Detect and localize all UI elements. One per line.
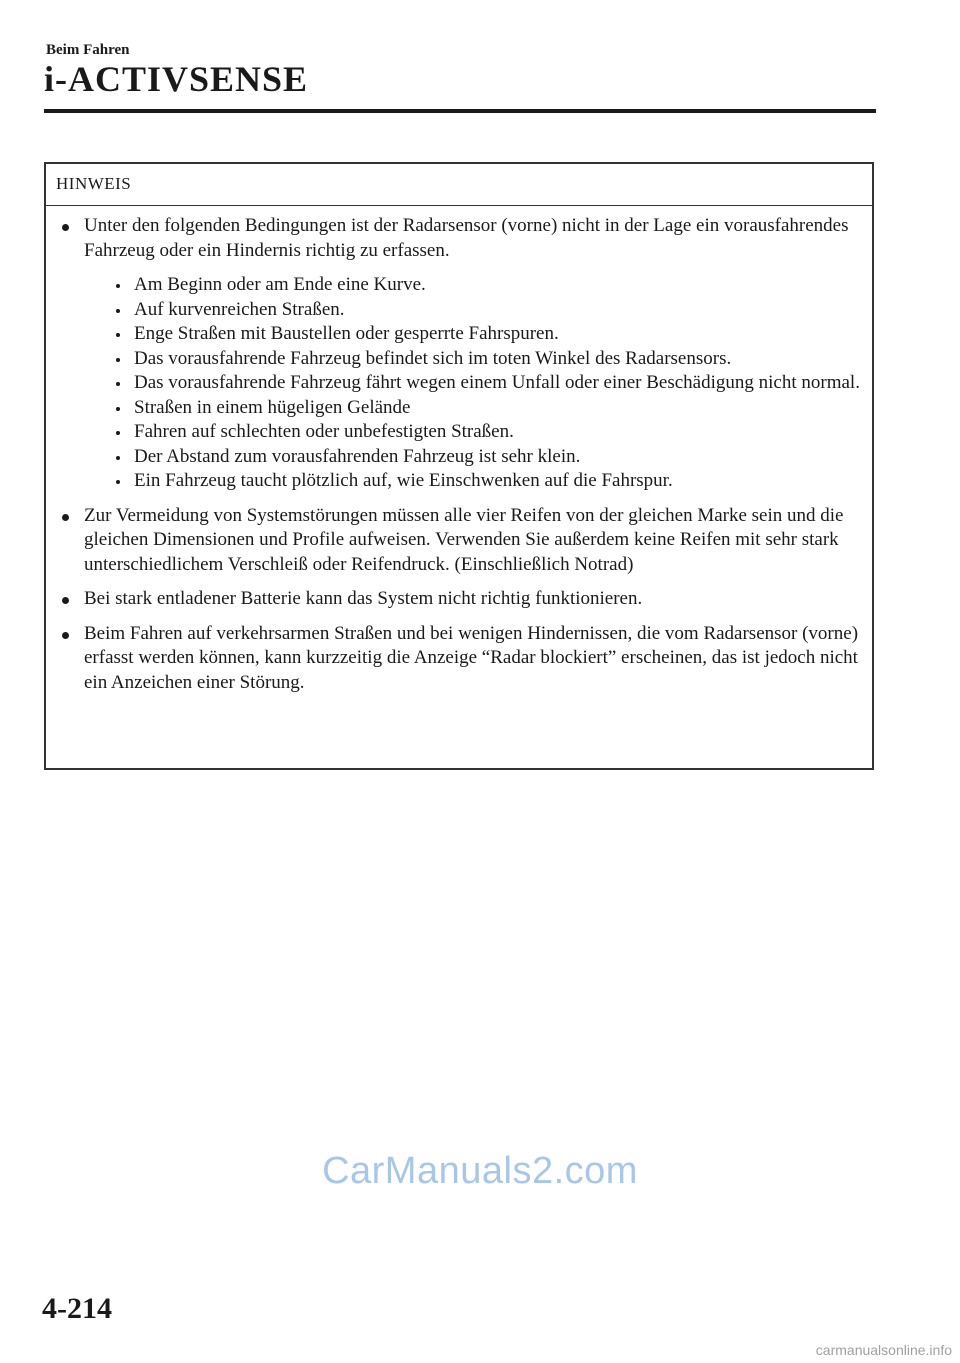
section-label: Beim Fahren <box>46 42 130 58</box>
note-bullet: Beim Fahren auf verkehrsarmen Straßen und bei wenigen Hindernissen, die vom Radarsensor (vorne) erfasst werden können, kann kurzzeitig die Anzeige “Radar blockiert” erscheinen, das ist jedoch nicht ein Anzeichen einer Störung. <box>58 622 862 696</box>
condition-item: Am Beginn oder am Ende eine Kurve. <box>84 273 862 298</box>
watermark-logo: CarManuals2.com <box>322 1150 638 1192</box>
note-body <box>46 206 872 695</box>
condition-item: Straßen in einem hügeligen Gelände <box>84 396 862 421</box>
note-bullet: Bei stark entladener Batterie kann das System nicht richtig funktionieren. <box>58 587 862 612</box>
condition-item: Auf kurvenreichen Straßen. <box>84 298 862 323</box>
note-heading: HINWEIS <box>46 164 872 206</box>
footer-site-mark: carmanualsonline.info <box>815 1342 952 1358</box>
condition-item: Fahren auf schlechten oder unbefestigten Straßen. <box>84 420 862 445</box>
header-rule <box>44 109 876 113</box>
condition-item: Das vorausfahrende Fahrzeug befindet sich im toten Winkel des Radarsensors. <box>84 347 862 372</box>
note-bullet: Zur Vermeidung von Systemstörungen müssen alle vier Reifen von der gleichen Marke sein und die gleichen Dimensionen und Profile aufweisen. Verwenden Sie außerdem keine Reifen mit sehr stark unterschiedlichem Verschleiß oder Reifendruck. (Einschließlich Notrad) <box>58 504 862 578</box>
condition-list <box>84 273 862 494</box>
note-bullet <box>58 214 862 494</box>
page-number: 4-214 <box>42 1292 112 1325</box>
condition-item: Ein Fahrzeug taucht plötzlich auf, wie Einschwenken auf die Fahrspur. <box>84 469 862 494</box>
condition-item: Das vorausfahrende Fahrzeug fährt wegen einem Unfall oder einer Beschädigung nicht normal. <box>84 371 862 396</box>
condition-item: Enge Straßen mit Baustellen oder gesperrte Fahrspuren. <box>84 322 862 347</box>
condition-item: Der Abstand zum vorausfahrenden Fahrzeug ist sehr klein. <box>84 445 862 470</box>
note-bullet-text: Unter den folgenden Bedingungen ist der Radarsensor (vorne) nicht in der Lage ein vorausfahrendes Fahrzeug oder ein Hindernis richtig zu erfassen. <box>84 215 849 261</box>
note-box <box>44 162 874 770</box>
chapter-title: i-ACTIVSENSE <box>44 59 309 99</box>
